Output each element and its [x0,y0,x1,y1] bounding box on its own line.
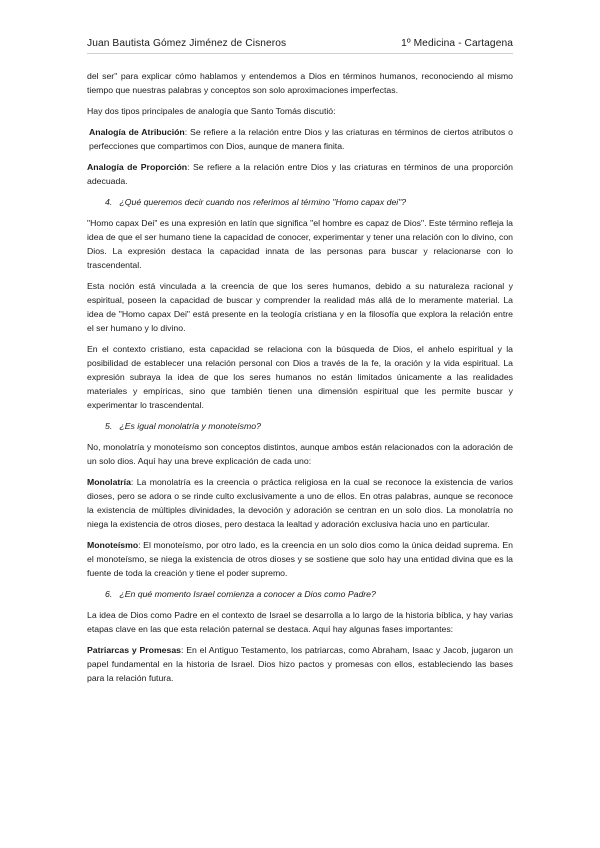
question-text: ¿Es igual monolatría y monoteísmo? [119,421,261,431]
question-number: 5. [105,421,113,431]
definition-attribution: : Se refiere a la relación entre Dios y las criaturas en términos de ciertos atributos o perfecciones que compartimos con Dios, aunque de manera finita. [89,127,513,151]
page-header [87,38,513,52]
term-monolatria: Monolatría [87,477,131,487]
paragraph-proportion [87,160,513,188]
definition-monoteismo: : El monoteísmo, por otro lado, es la creencia en un solo dios como la única deidad suprema. En el monoteísmo, se niega la existencia de otros dioses y se sostiene que solo hay una entidad divina que es la fuente de toda la creación y tiene el poder supremo. [87,540,513,578]
paragraph-patriarcas [87,643,513,685]
question-number: 6. [105,589,113,599]
paragraph-monolatria [87,475,513,531]
header-divider [87,53,513,54]
document-body [87,69,513,692]
paragraph: La idea de Dios como Padre en el contexto de Israel se desarrolla a lo largo de la historia bíblica, y hay varias etapas clave en las que esta relación paternal se destaca. Aquí hay algunas fases importantes: [87,610,513,634]
header-course: 1º Medicina - Cartagena [401,38,513,49]
paragraph: Hay dos tipos principales de analogía que Santo Tomás discutió: [87,106,336,116]
paragraph: No, monolatría y monoteísmo son conceptos distintos, aunque ambos están relacionados con la adoración de un solo dios. Aquí hay una breve explicación de cada uno: [87,442,513,466]
paragraph: "Homo capax Dei" es una expresión en latín que significa "el hombre es capaz de Dios". Este término refleja la idea de que el ser humano tiene la capacidad de conocer, experimentar y tener una relación con lo divino, con Dios. La expresión destaca la capacidad innata de las personas para buscar y relacionarse con lo trascendental. [87,218,513,270]
definition-proportion: : Se refiere a la relación entre Dios y las criaturas en términos de una proporción adecuada. [87,162,513,186]
question-text: ¿Qué queremos decir cuando nos referimos al término "Homo capax dei"? [119,197,407,207]
paragraph: En el contexto cristiano, esta capacidad se relaciona con la búsqueda de Dios, el anhelo espiritual y la posibilidad de establecer una relación personal con Dios a través de la fe, la oración y la vida espiritual. La expresión subraya la idea de que los seres humanos no están limitados únicamente a las realidades materiales y empíricas, sino que también tienen una dimensión espiritual que les permite buscar y experimentar lo trascendental. [87,344,513,410]
paragraph-attribution [87,125,513,153]
question-text: ¿En qué momento Israel comienza a conocer a Dios como Padre? [119,589,376,599]
paragraph: Esta noción está vinculada a la creencia de que los seres humanos, debido a su naturaleza racional y espiritual, poseen la capacidad de buscar y comprender la realidad más allá de lo meramente material. La idea de "Homo capax Dei" está presente en la teología cristiana y en la filosofía que explora la relación entre el ser humano y lo divino. [87,281,513,333]
header-author: Juan Bautista Gómez Jiménez de Cisneros [87,38,287,49]
term-proportion: Analogía de Proporción [87,162,188,172]
term-patriarcas: Patriarcas y Promesas [87,645,182,655]
question-4 [87,195,513,209]
question-number: 4. [105,197,113,207]
question-5 [87,419,513,433]
question-6 [87,587,513,601]
paragraph: del ser" para explicar cómo hablamos y entendemos a Dios en términos humanos, reconociendo al mismo tiempo que nuestras palabras y conceptos son solo aproximaciones imperfectas. [87,71,513,95]
definition-monolatria: : La monolatría es la creencia o práctica religiosa en la cual se reconoce la existencia de varios dioses, pero se adora o se rinde culto exclusivamente a uno de ellos. En otras palabras, aunque se reconoce la existencia de múltiples divinidades, la devoción y adoración se centran en un solo dios. La monolatría no niega la existencia de otros dioses, pero destaca la lealtad y adoración exclusiva hacia uno en particular. [87,477,513,529]
term-attribution: Analogía de Atribución [89,127,185,137]
definition-patriarcas: : En el Antiguo Testamento, los patriarcas, como Abraham, Isaac y Jacob, jugaron un papel fundamental en la historia de Israel. Dios hizo pactos y promesas con ellos, estableciendo las bases para la relación futura. [87,645,513,683]
paragraph-monoteismo [87,538,513,580]
term-monoteismo: Monoteísmo [87,540,139,550]
